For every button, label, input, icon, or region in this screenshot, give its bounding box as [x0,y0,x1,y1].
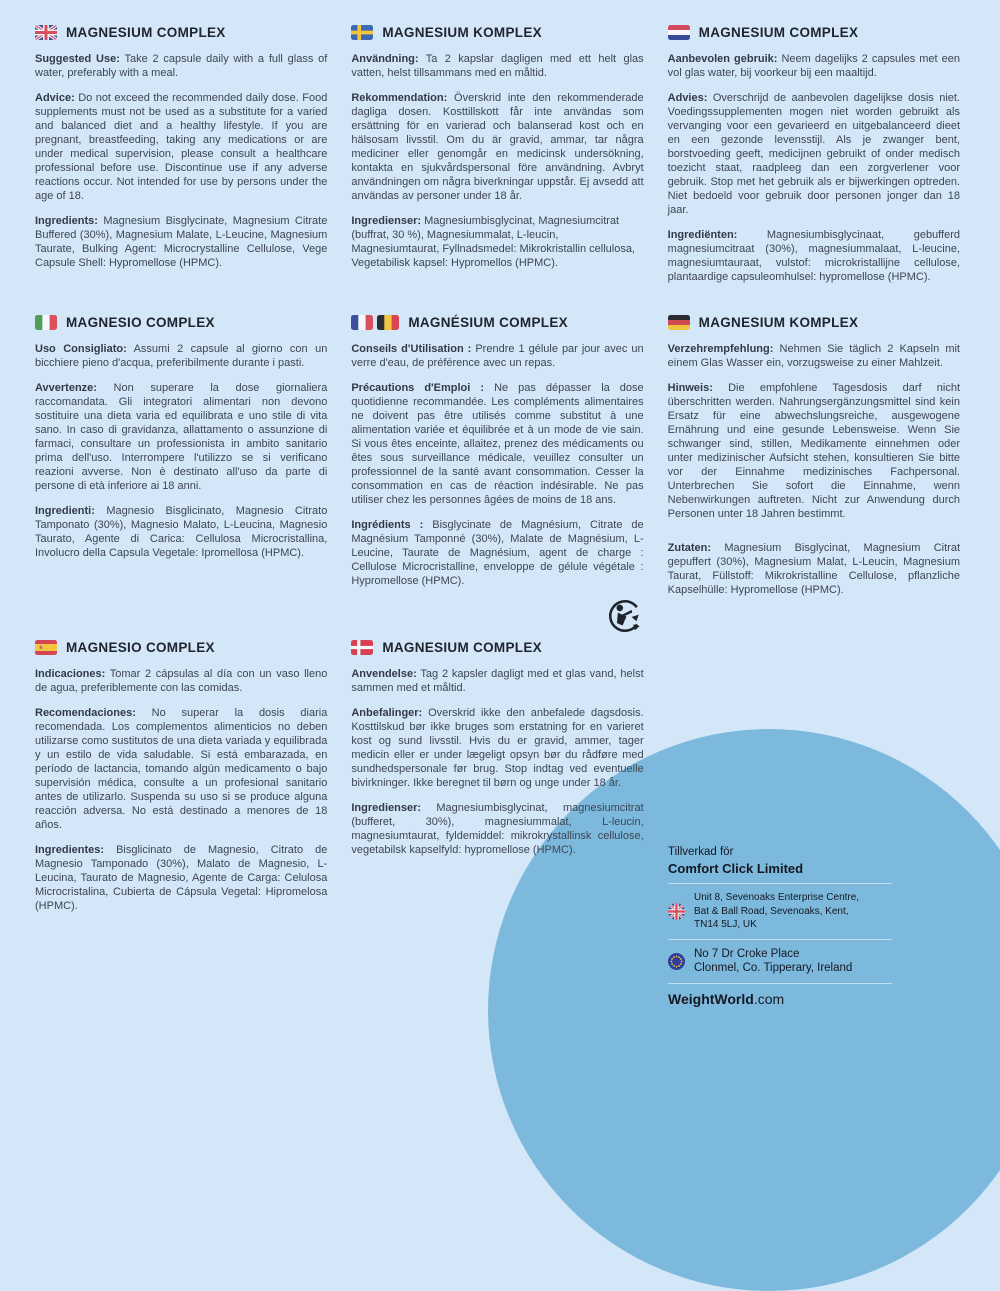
company-name: Comfort Click Limited [668,861,804,876]
section-header [35,315,327,330]
sweden-flag-icon [351,25,373,40]
paragraph-label: Ingredients: [35,214,98,227]
section-title: MAGNÉSIUM COMPLEX [408,315,568,330]
made-for-label: Tillverkad för [668,846,734,858]
paragraph: Användning: Ta 2 kapslar dagligen med ett helt glas vatten, helst tillsammans med en måltid. [351,53,644,79]
paragraph: Anvendelse: Tag 2 kapsler dagligt med et glas vand, helst sammen med et måltid. [351,668,644,694]
triman-recycle-icon [351,596,643,636]
section-title: MAGNESIUM KOMPLEX [382,25,542,40]
paragraph-label: Advies: [667,91,708,104]
flag-group [35,25,57,40]
section-title: MAGNESIUM COMPLEX [698,25,859,40]
paragraph: Zutaten: Magnesium Bisglycinat, Magnesium Citrat gepuffert (30%), Magnesium Malat, L-Leucin, Magnesium Taurat, Füllstoff: Mikrokristalline Cellulose, pflanzliche Kapselhülle: Hypromellose (HPMC). [667,541,960,596]
paragraph: Suggested Use: Take 2 capsule daily with a full glass of water, preferably with a meal. [35,53,328,79]
section-english-uk [35,25,327,315]
section-header [351,315,643,330]
section-body [351,668,643,858]
belgium-flag-icon [377,315,399,330]
paragraph-label: Avvertenze: [35,381,97,394]
flag-group [351,315,399,330]
netherlands-flag-icon [668,25,690,40]
paragraph: Avvertenze: Non superare la dose giornaliera raccomandata. Gli integratori alimentari non devono sostituire una dieta varia ed equilibrata e uno stile di vita sano. In caso di gravidanza, allattamento o assunzione di farmaci, consultare un professionista in ambito sanitario prima dell'uso. Interrompere l'utilizzo se si verificano reazioni avverse. Non è destinato all'uso da parte di persone di età inferiore ai 18 anni. [35,381,328,492]
section-body [668,343,960,598]
uk-address-line: TN14 5LJ, UK [694,919,757,930]
section-body [668,53,960,285]
paragraph: Rekommendation: Överskrid inte den rekommenderade dagliga dosen. Kosttillskott får inte användas som ersättning för en varierad och balanserad kost och en hälsosam livsstil. Om du är gravid, ammar, tar några mediciner eller genomgår en medicinsk undersökning, kontakta en sjukvårdspersonal före användning. Avbryt användningen om några biverkningar uppstår. Ej avsedd att användas av personer under 18 år. [351,91,644,202]
paragraph-label: Zutaten: [667,541,712,554]
paragraph: Anbefalinger: Overskrid ikke den anbefalede dagsdosis. Kosttilskud bør ikke bruges som erstatning for en varieret kost og sund livsstil. Hvis du er gravid, ammer, tager medicin eller er under lægeligt opsyn bør du rådføre med sundhedspersonale før brug. Stop indtag ved eventuelle bivirkninger. Ikke beregnet til børn og unge under 18 år. [351,706,644,789]
section-body [351,53,643,271]
flag-group [668,25,690,40]
paragraph-label: Ingrédients : [351,518,424,531]
manufacturer-footer [668,846,892,1021]
section-swedish [351,25,643,315]
section-french [351,315,643,640]
flag-group [35,640,57,655]
uk-flag-icon [35,25,57,40]
paragraph-label: Ingrediënten: [667,228,738,241]
paragraph: Recomendaciones: No superar la dosis diaria recomendada. Los complementos alimenticios no deben utilizarse como sustitutos de una dieta variada y equilibrada y un estilo de vida saludable. Si está embarazada, en período de lactancia, tomando algún medicamento o bajo supervisión médica, consulte a un profesional sanitario antes de utilizarlo. Suspenda su uso si se produce alguna reacción adversa. No está destinado a menores de 18 años. [35,706,328,831]
paragraph-label: Indicaciones: [35,668,106,680]
section-spanish [35,640,327,925]
spain-flag-icon [35,640,57,655]
flag-group [668,315,690,330]
paragraph-label: Verzehrempfehlung: [667,343,774,355]
divider [668,983,892,984]
brand-name: WeightWorld [668,991,754,1008]
section-body [35,53,327,271]
flag-group [351,640,373,655]
italy-flag-icon [35,315,57,330]
paragraph: Advies: Overschrijd de aanbevolen dagelijkse dosis niet. Voedingssupplementen mogen niet worden gebruikt als vervanging voor een gevarieerd en uitgebalanceerd dieet en een gezonde levensstijl. Als je zwanger bent, borstvoeding geeft, medicijnen gebruikt of onder medisch toezicht staat, raadpleeg dan een zorgverlener voor gebruik. Stop met het gebruik als er bijwerkingen optreden. Niet bedoeld voor gebruik door personen jonger dan 18 jaar. [667,91,960,216]
paragraph-label: Ingredienti: [35,504,95,517]
section-title: MAGNESIO COMPLEX [66,315,215,330]
paragraph: Aanbevolen gebruik: Neem dagelijks 2 capsules met een vol glas water, bij voorkeur bij een maaltijd. [667,53,960,79]
paragraph: Ingredienser: Magnesiumbisglycinat, magnesiumcitrat (bufferet, 30%), magnesiummalat, L-leucin, magnesiumtaurat, fyldemiddel: mikrokrystallinsk cellulose, vegetabilsk kapselfyld: hypromellose (HPMC). [351,801,644,856]
section-title: MAGNESIUM COMPLEX [66,25,226,40]
paragraph: Hinweis: Die empfohlene Tagesdosis darf nicht überschritten werden. Nahrungsergänzungsmittel sind kein Ersatz für eine abwechslungsreiche, ausgewogene Ernährung und eine gesunde Lebensweise. Wenn Sie schwanger sind, stillen, Medikamente einnehmen oder unter medizinischer Aufsicht stehen, konsultieren Sie bitte vor der Einnahme medizinisches Fachpersonal. Unterbrechen Sie sofort die Einnahme, wenn Nebenwirkungen auftreten. Nicht zur Anwendung durch Personen unter 18 Jahren bestimmt. [667,381,960,520]
brand-website [668,991,892,1007]
paragraph-label: Ingredienser: [351,214,422,227]
ireland-address-line: Clonmel, Co. Tipperary, Ireland [694,962,853,975]
section-german [668,315,960,640]
section-dutch [668,25,960,315]
paragraph: Advice: Do not exceed the recommended daily dose. Food supplements must not be used as a substitute for a varied and balanced diet and a healthy lifestyle. If you are pregnant, breastfeeding, taking any medications or are under medical supervision, please consult a healthcare professional before use. Discontinue use if any adverse reactions occur. Not intended for use by persons under the age of 18. [35,91,328,202]
ireland-address-row [668,947,892,977]
paragraph: Uso Consigliato: Assumi 2 capsule al giorno con un bicchiere pieno d'acqua, preferibilmente durante i pasti. [35,343,328,369]
brand-tld: .com [753,991,785,1008]
paragraph-label: Hinweis: [667,381,713,394]
section-body [35,668,327,914]
flag-group [35,315,57,330]
paragraph: Indicaciones: Tomar 2 cápsulas al día con un vaso lleno de agua, preferiblemente con las comidas. [35,668,328,694]
ireland-address-line: No 7 Dr Croke Place [694,947,800,960]
paragraph: Conseils d'Utilisation : Prendre 1 gélule par jour avec un verre d'eau, de préférence avec un repas. [351,343,644,369]
section-title: MAGNESIUM COMPLEX [382,640,542,655]
section-header [668,315,960,330]
section-header [351,25,643,40]
paragraph: Ingrédients : Bisglycinate de Magnésium, Citrate de Magnésium Tamponné (30%), Malate de Magnésium, L-Leucine, Taurate de Magnésium, agent de charge : Cellulose Microcristalline, enveloppe de gélule végétale : Hypromellose (HPMC). [351,518,644,587]
paragraph-label: Aanbevolen gebruik: [667,53,778,65]
paragraph-label: Ingredientes: [35,843,105,856]
uk-address-line: Unit 8, Sevenoaks Enterprise Centre, [694,892,860,903]
paragraph-label: Recomendaciones: [35,706,136,719]
paragraph: Verzehrempfehlung: Nehmen Sie täglich 2 Kapseln mit einem Glas Wasser ein, vorzugsweise zu einer Mahlzeit. [667,343,960,369]
section-title: MAGNESIO COMPLEX [66,640,215,655]
paragraph: Ingrediënten: Magnesiumbisglycinaat, gebufferd magnesiumcitraat (30%), magnesiummalaat, L-leucine, magnesiumtauraat, vulstof: microkristallijne cellulose, plantaardige capsuleomhulsel: hypromellose (HPMC). [667,228,960,283]
paragraph: Ingredientes: Bisglicinato de Magnesio, Citrato de Magnesio Tamponado (30%), Malato de Magnesio, L-Leucina, Taurato de Magnesio, Agente de Carga: Celulosa Microcristalina, Cubierta de Cápsula Vegetal: Hipromelosa (HPMC). [35,843,328,912]
paragraph: Ingredients: Magnesium Bisglycinate, Magnesium Citrate Buffered (30%), Magnesium Malate, L-Leucine, Magnesium Taurate, Bulking Agent: Microcrystalline Cellulose, Vege Capsule Shell: Hypromellose (HPMC). [35,214,328,269]
paragraph: Précautions d'Emploi : Ne pas dépasser la dose quotidienne recommandée. Les compléments alimentaires ne doivent pas être utilisés comme substitut à une alimentation variée et équilibrée et à un mode de vie sain. Si vous êtes enceinte, allaitez, prenez des médicaments ou êtes sous surveillance médicale, veuillez consulter un professionnel de la santé avant consommation. Cesser la consommation en cas de réaction indésirable. Ne pas utiliser chez les personnes âgées de moins de 18 ans. [351,381,644,506]
ireland-address [694,947,852,977]
divider [668,883,892,884]
paragraph-label: Användning: [351,53,419,65]
paragraph-label: Anbefalinger: [351,706,423,719]
section-italian [35,315,327,640]
paragraph-label: Conseils d'Utilisation : [351,343,472,355]
paragraph-label: Anvendelse: [351,668,417,680]
language-sections-grid [35,25,960,925]
uk-address [694,891,859,932]
paragraph-label: Suggested Use: [35,53,120,65]
paragraph-label: Précautions d'Emploi : [351,381,485,394]
paragraph-label: Rekommendation: [351,91,448,104]
flag-group [351,25,373,40]
section-header [35,25,327,40]
section-header [351,640,643,655]
uk-flag-round-icon [668,903,685,920]
section-danish [351,640,643,925]
section-header [35,640,327,655]
denmark-flag-icon [351,640,373,655]
paragraph-label: Uso Consigliato: [35,343,127,355]
paragraph-label: Advice: [35,91,75,104]
divider [668,939,892,940]
uk-address-line: Bat & Ball Road, Sevenoaks, Kent, [694,905,849,917]
section-body [351,343,643,636]
section-header [668,25,960,40]
paragraph: Ingredienti: Magnesio Bisglicinato, Magnesio Citrato Tamponato (30%), Magnesio Malato, L-Leucina, Magnesio Taurato, Agente di Carica: Cellulosa Microcristallina, Involucro della Capsula Vegetale: Ipromellosa (HPMC). [35,504,328,559]
section-body [35,343,327,561]
paragraph: Ingredienser: Magnesiumbisglycinat, Magnesiumcitrat (buffrat, 30 %), Magnesiummalat, L-leucin, Magnesiumtaurat, Fyllnadsmedel: Mikrokristallin cellulosa, Vegetabilisk kapsel: Hypromellos (HPMC). [351,214,635,269]
france-flag-icon [351,315,373,330]
paragraph-label: Ingredienser: [351,801,422,814]
uk-address-row [668,891,892,932]
germany-flag-icon [668,315,690,330]
eu-flag-icon [668,953,685,970]
section-title: MAGNESIUM KOMPLEX [698,315,859,330]
